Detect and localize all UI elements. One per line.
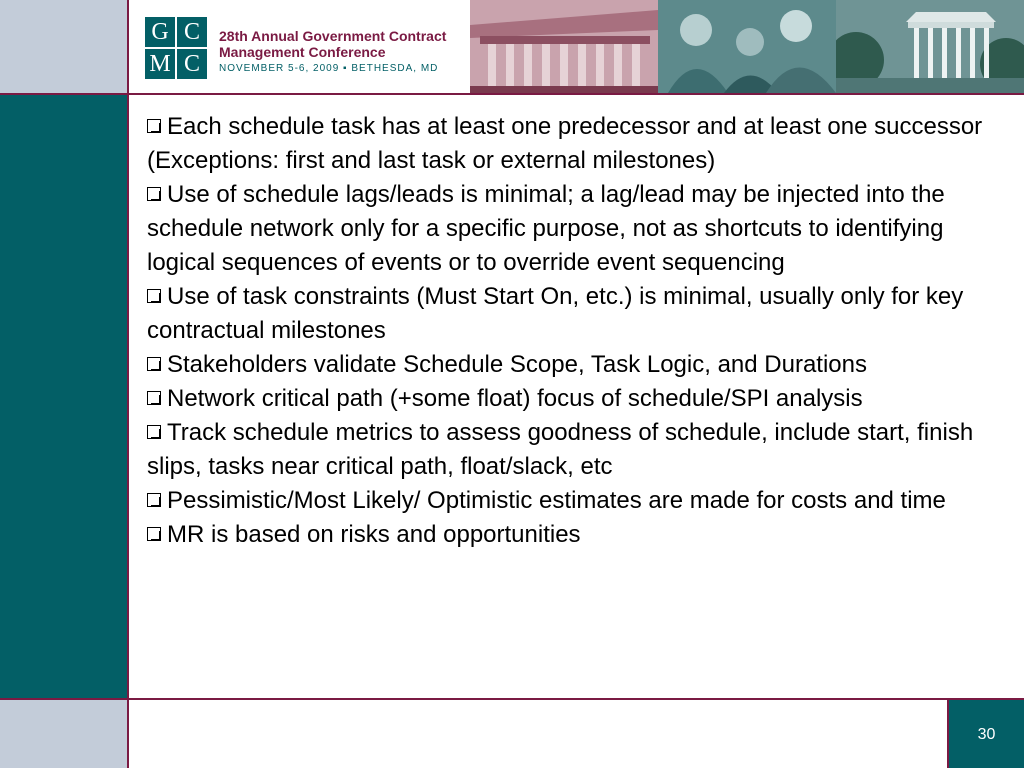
bullet-text: MR is based on risks and opportunities — [167, 521, 581, 548]
conference-title-line2: Management Conference — [219, 44, 386, 60]
page-number: 30 — [977, 726, 996, 743]
bullet-text: Stakeholders validate Schedule Scope, Task Logic, and Durations — [167, 351, 867, 378]
logo-letter: C — [177, 49, 207, 79]
left-side-bar — [0, 95, 127, 698]
conference-title-line1: 28th Annual Government Contract — [219, 28, 447, 44]
gcmc-logo — [145, 17, 207, 79]
bullet-item — [147, 178, 1013, 280]
slide-body — [147, 110, 1013, 552]
logo-letter: C — [177, 17, 207, 47]
left-top-panel — [0, 0, 128, 93]
bullet-text: Use of schedule lags/leads is minimal; a lag/lead may be injected into the schedule network only for a specific purpose, not as shortcuts to identifying logical sequences of events or to override event sequencing — [147, 181, 945, 276]
footer-divider — [0, 698, 1024, 700]
bullet-item — [147, 518, 1013, 552]
memorial-photo — [470, 0, 658, 93]
page-number-box — [947, 700, 1024, 768]
logo-letter: G — [145, 17, 175, 47]
bullet-text: Use of task constraints (Must Start On, etc.) is minimal, usually only for key contractual milestones — [147, 283, 964, 344]
bullet-item — [147, 110, 1013, 178]
checkbox-bullet-icon — [147, 425, 161, 439]
checkbox-bullet-icon — [147, 391, 161, 405]
bullet-item — [147, 416, 1013, 484]
checkbox-bullet-icon — [147, 187, 161, 201]
bullet-text: Pessimistic/Most Likely/ Optimistic estimates are made for costs and time — [167, 487, 946, 514]
bullet-item — [147, 348, 1013, 382]
bullet-item — [147, 280, 1013, 348]
checkbox-bullet-icon — [147, 527, 161, 541]
building-photo — [836, 0, 1024, 93]
checkbox-bullet-icon — [147, 289, 161, 303]
left-bottom-panel — [0, 700, 128, 768]
bullet-text: Each schedule task has at least one predecessor and at least one successor (Exceptions: first and last task or external milestones) — [147, 113, 983, 174]
conference-dates: NOVEMBER 5-6, 2009 ▪ BETHESDA, MD — [219, 63, 439, 74]
logo-letter: M — [145, 49, 175, 79]
vertical-divider — [127, 0, 129, 768]
people-photo — [658, 0, 836, 93]
bullet-item — [147, 382, 1013, 416]
checkbox-bullet-icon — [147, 493, 161, 507]
bullet-text: Network critical path (+some float) focus of schedule/SPI analysis — [167, 385, 863, 412]
checkbox-bullet-icon — [147, 357, 161, 371]
header-divider — [0, 93, 1024, 95]
conference-title — [219, 28, 446, 74]
checkbox-bullet-icon — [147, 119, 161, 133]
bullet-item — [147, 484, 1013, 518]
bullet-text: Track schedule metrics to assess goodness of schedule, include start, finish slips, tasks near critical path, float/slack, etc — [147, 419, 974, 480]
